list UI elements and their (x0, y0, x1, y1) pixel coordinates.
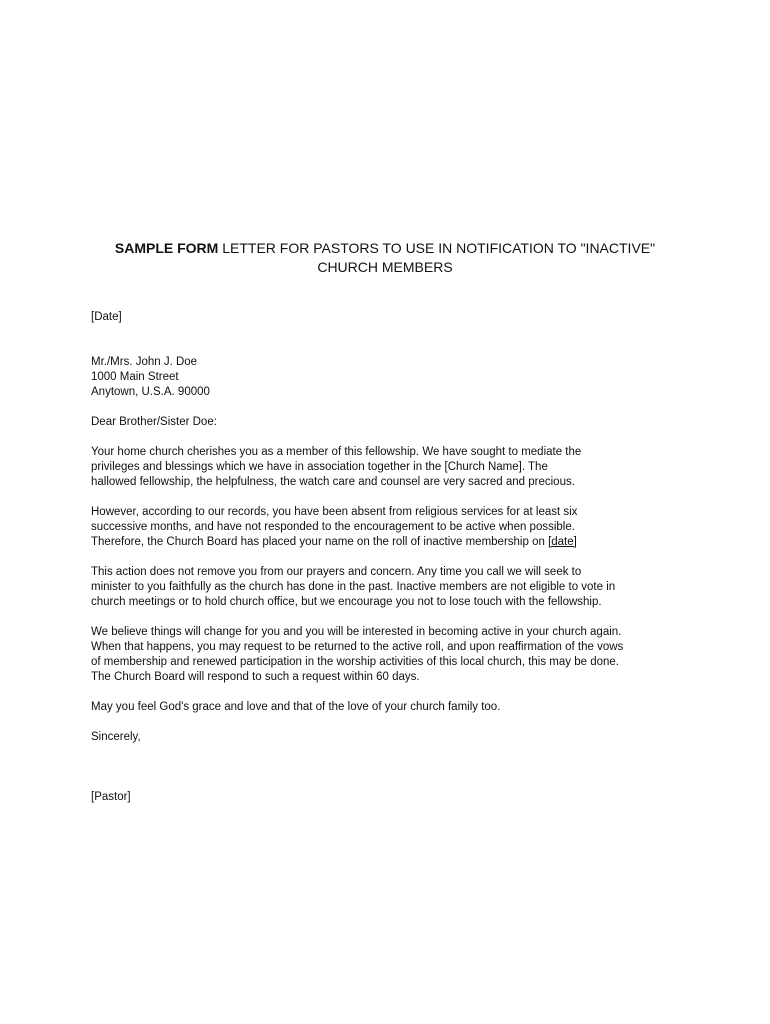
salutation: Dear Brother/Sister Doe: (91, 416, 217, 428)
paragraph-line: hallowed fellowship, the helpfulness, the watch care and counsel are very sacred and precious. (91, 476, 575, 488)
spacer (91, 400, 691, 415)
paragraph-2 (91, 505, 691, 550)
paragraph-line: Your home church cherishes you as a member of this fellowship. We have sought to mediate the (91, 446, 582, 458)
address-line: 1000 Main Street (91, 371, 179, 383)
paragraph-line: When that happens, you may request to be returned to the active roll, and upon reaffirmation of the vows (91, 641, 624, 653)
spacer (91, 550, 691, 565)
paragraph-line: privileges and blessings which we have in association together in the [Church Name]. The (91, 461, 548, 473)
recipient-address (91, 355, 691, 400)
letter-body (91, 310, 691, 805)
spacer (91, 430, 691, 445)
paragraph-line: successive months, and have not responded to the encouragement to be active when possible. (91, 521, 575, 533)
title-rest: LETTER FOR PASTORS TO USE IN NOTIFICATION TO "INACTIVE" (218, 240, 656, 256)
spacer (91, 490, 691, 505)
title-line-2: CHURCH MEMBERS (317, 259, 453, 275)
title-bold: SAMPLE FORM (114, 240, 219, 256)
paragraph-text: Therefore, the Church Board has placed your name on the roll of inactive membership on (91, 536, 549, 548)
paragraph-line: minister to you faithfully as the church has done in the past. Inactive members are not eligible to vote in (91, 581, 616, 593)
spacer (91, 685, 691, 700)
address-line: Anytown, U.S.A. 90000 (91, 386, 210, 398)
signature: [Pastor] (91, 791, 131, 803)
spacer (91, 715, 691, 730)
paragraph-line: This action does not remove you from our prayers and concern. Any time you call we will seek to (91, 566, 582, 578)
spacer (91, 325, 691, 355)
address-line: Mr./Mrs. John J. Doe (91, 356, 198, 368)
title-line-1 (60, 239, 710, 258)
spacer (91, 745, 691, 790)
letter-date: [Date] (91, 311, 122, 323)
document-title (60, 239, 710, 277)
paragraph-1 (91, 445, 691, 490)
closing: Sincerely, (91, 731, 141, 743)
paragraph-line: church meetings or to hold church office, but we encourage you not to lose touch with the fellowship. (91, 596, 602, 608)
paragraph-line: The Church Board will respond to such a request within 60 days. (91, 671, 420, 683)
paragraph-line: We believe things will change for you and you will be interested in becoming active in your church again. (91, 626, 622, 638)
paragraph-3 (91, 565, 691, 610)
paragraph-line-final (91, 535, 691, 550)
paragraph-line: However, according to our records, you have been absent from religious services for at least six (91, 506, 578, 518)
spacer (91, 610, 691, 625)
inactive-date-field: [date] (548, 536, 577, 548)
paragraph-5: May you feel God's grace and love and that of the love of your church family too. (91, 701, 501, 713)
paragraph-4 (91, 625, 691, 685)
paragraph-line: of membership and renewed participation in the worship activities of this local church, this may be done. (91, 656, 619, 668)
